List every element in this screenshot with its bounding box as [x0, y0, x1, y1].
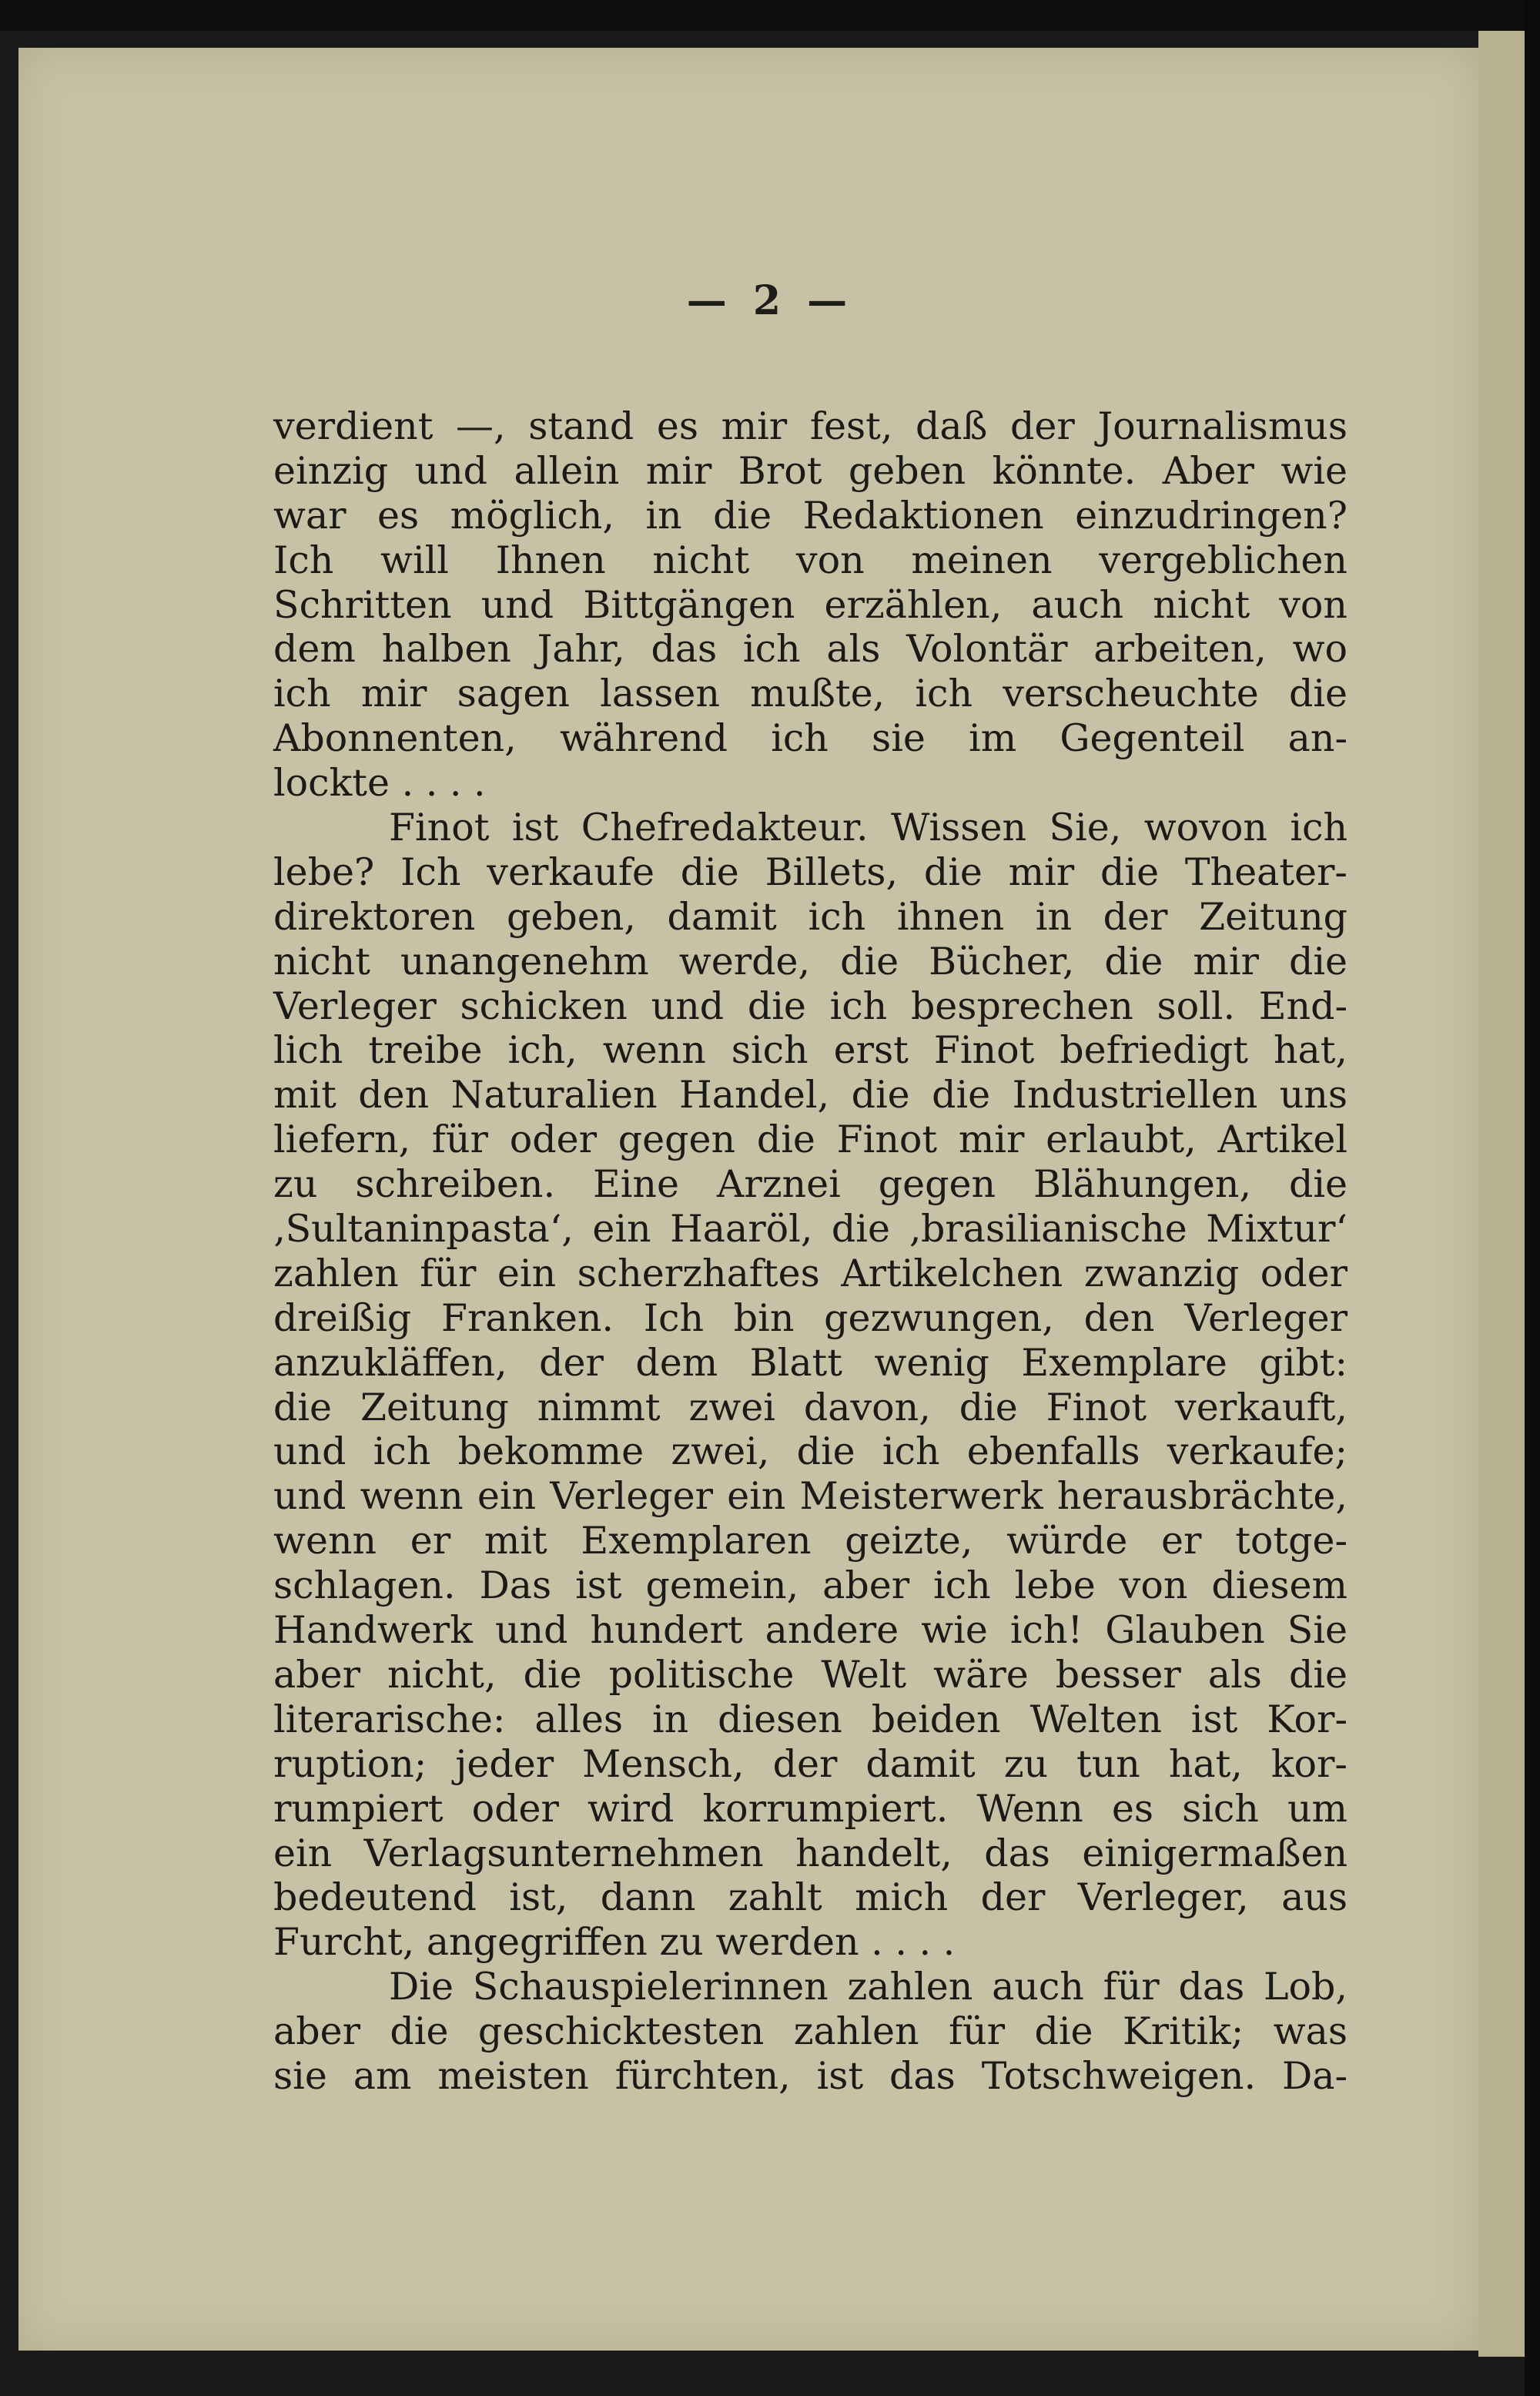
text-line: Schritten und Bittgängen erzählen, auch nicht von — [273, 582, 1348, 627]
text-line: ‚Sultaninpasta‘, ein Haaröl, die ‚brasilianische Mixtur‘ — [273, 1207, 1348, 1252]
text-line: und wenn ein Verleger ein Meisterwerk herausbrächte, — [273, 1474, 1348, 1519]
text-line: rumpiert oder wird korrumpiert. Wenn es sich um — [273, 1786, 1348, 1831]
text-line: direktoren geben, damit ich ihnen in der Zeitung — [273, 894, 1348, 939]
text-line: einzig und allein mir Brot geben könnte. Aber wie — [273, 448, 1348, 493]
text-line: ich mir sagen lassen mußte, ich verscheuchte die — [273, 672, 1348, 716]
text-line: zahlen für ein scherzhaftes Artikelchen zwanzig oder — [273, 1251, 1348, 1295]
text-line: lockte . . . . — [273, 761, 486, 806]
text-line: Verleger schicken und die ich besprechen soll. End- — [273, 984, 1348, 1028]
text-line: aber die geschicktesten zahlen für die Kritik; was — [273, 2009, 1348, 2054]
text-line: liefern, für oder gegen die Finot mir erlaubt, Artikel — [273, 1118, 1348, 1162]
text-line: dreißig Franken. Ich bin gezwungen, den Verleger — [273, 1295, 1348, 1340]
text-line: zu schreiben. Eine Arznei gegen Blähungen, die — [273, 1162, 1348, 1207]
text-line: lebe? Ich verkaufe die Billets, die mir die Theater- — [273, 849, 1348, 894]
page-fold-strip — [1478, 31, 1525, 2357]
text-line: mit den Naturalien Handel, die die Industriellen uns — [273, 1073, 1348, 1118]
text-line: schlagen. Das ist gemein, aber ich lebe von diesem — [273, 1563, 1348, 1608]
text-line: Furcht, angegriffen zu werden . . . . — [273, 1920, 956, 1965]
body-text — [273, 404, 1348, 2099]
text-line: aber nicht, die politische Welt wäre besser als die — [273, 1652, 1348, 1697]
scan-top-border — [0, 0, 1540, 31]
text-line: sie am meisten fürchten, ist das Totschweigen. Da- — [273, 2053, 1348, 2098]
text-line: Ich will Ihnen nicht von meinen vergeblichen — [273, 538, 1348, 582]
text-line: ruption; jeder Mensch, der damit zu tun hat, kor- — [273, 1741, 1348, 1786]
text-line: und ich bekomme zwei, die ich ebenfalls verkaufe; — [273, 1429, 1348, 1474]
text-line: Die Schauspielerinnen zahlen auch für das Lob, — [389, 1965, 1348, 2009]
text-line: die Zeitung nimmt zwei davon, die Finot verkauft, — [273, 1385, 1348, 1429]
text-line: verdient —, stand es mir fest, daß der Journalismus — [273, 404, 1348, 448]
text-line: dem halben Jahr, das ich als Volontär arbeiten, wo — [273, 627, 1348, 672]
scan-right-border — [1525, 0, 1540, 2396]
text-line: bedeutend ist, dann zahlt mich der Verleger, aus — [273, 1875, 1348, 1920]
text-line: war es möglich, in die Redaktionen einzudringen? — [273, 493, 1348, 538]
text-line: wenn er mit Exemplaren geizte, würde er totge- — [273, 1519, 1348, 1563]
text-line: Abonnenten, während ich sie im Gegenteil an- — [273, 716, 1348, 761]
text-line: Finot ist Chefredakteur. Wissen Sie, wovon ich — [389, 806, 1348, 850]
text-line: literarische: alles in diesen beiden Welten ist Kor- — [273, 1697, 1348, 1741]
text-line: nicht unangenehm werde, die Bücher, die mir die — [273, 939, 1348, 984]
text-line: Handwerk und hundert andere wie ich! Glauben Sie — [273, 1608, 1348, 1653]
text-line: anzukläffen, der dem Blatt wenig Exemplare gibt: — [273, 1340, 1348, 1385]
text-line: ein Verlagsunternehmen handelt, das einigermaßen — [273, 1831, 1348, 1875]
text-line: lich treibe ich, wenn sich erst Finot befriedigt hat, — [273, 1028, 1348, 1073]
page-number: — 2 — — [686, 277, 854, 324]
